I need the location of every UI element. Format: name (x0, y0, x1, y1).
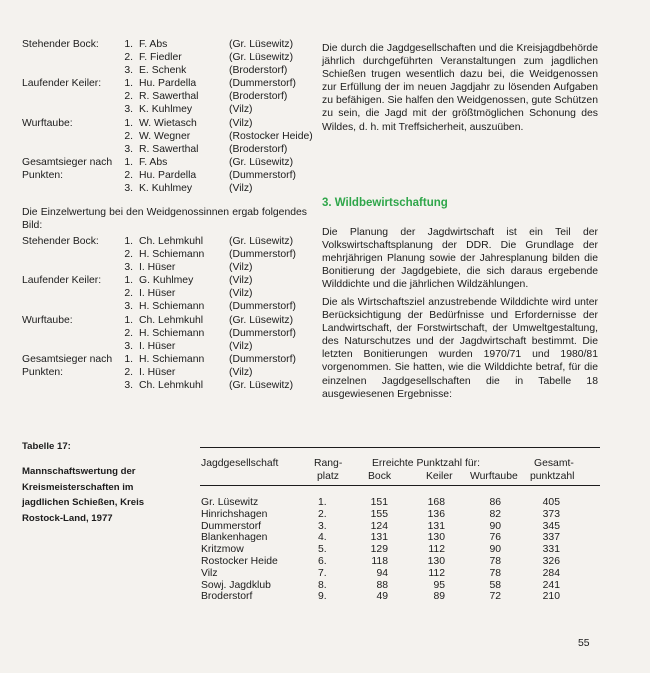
cell-keiler: 131 (427, 520, 445, 532)
cell-society: Vilz (201, 567, 218, 579)
rank-number: 3. (124, 380, 133, 392)
intro-paragraph: Die durch die Jagdgesellschaften und die Kreisjagdbehörde jährlich durchgeführten Veranstaltungen zum jagdlichen Schießen trugen wesentlich dazu bei, die Weidgenossen zur Erfüllung der im neuen Jagdjahr zu lösenden Aufgaben zu befähigen. Sie halfen den Weidgenossen, gute Schützen zu sein, die Jagd mit der größtmöglichen Schonung des Wildes, d. h. mit Treffsicherheit, auszuüben. (322, 43, 598, 133)
discipline-label: Laufender Keiler: (22, 275, 102, 286)
shooter-name: E. Schenk (139, 65, 187, 77)
shooter-place: (Vilz) (229, 288, 253, 300)
rank-number: 2. (124, 328, 133, 340)
result-row (123, 156, 296, 169)
header-rank-2: platz (317, 471, 339, 482)
cell-total: 210 (542, 591, 560, 603)
cell-keiler: 130 (427, 532, 445, 544)
shooter-name: I. Hüser (139, 288, 176, 300)
discipline-label: Laufender Keiler: (22, 78, 102, 89)
result-row (123, 300, 296, 313)
shooter-place: (Vilz) (229, 104, 253, 116)
cell-society: Kritzmow (201, 544, 244, 556)
result-row (123, 261, 296, 274)
cell-wurftaube: 90 (489, 544, 501, 556)
shooter-name: F. Fiedler (139, 52, 182, 64)
rank-number: 2. (124, 249, 133, 261)
result-row (123, 287, 296, 300)
cell-rank: 3. (318, 520, 327, 532)
cell-society: Sowj. Jagdklub (201, 579, 271, 591)
result-row (123, 366, 296, 379)
shooter-place: (Dummerstorf) (229, 249, 296, 261)
result-row (123, 353, 296, 366)
shooter-name: H. Schiemann (139, 249, 205, 261)
shooter-name: W. Wegner (139, 131, 191, 143)
cell-wurftaube: 78 (489, 556, 501, 567)
cell-total: 345 (542, 520, 560, 532)
shooter-place: (Dummerstorf) (229, 78, 296, 89)
cell-rank: 8. (318, 579, 327, 591)
rank-number: 2. (124, 288, 133, 300)
shooter-name: G. Kuhlmey (139, 275, 194, 286)
rank-number: 1. (124, 39, 133, 50)
cell-wurftaube: 58 (489, 579, 501, 591)
shooter-place: (Dummerstorf) (229, 170, 296, 182)
discipline-label: Gesamtsieger nach Punkten: (22, 354, 113, 379)
shooter-name: K. Kuhlmey (139, 104, 193, 116)
result-row (123, 130, 313, 143)
discipline-label: Wurftaube: (22, 315, 73, 326)
cell-wurftaube: 76 (489, 532, 501, 544)
cell-society: Broderstorf (201, 591, 253, 603)
cell-bock: 155 (370, 508, 388, 520)
shooter-place: (Vilz) (229, 341, 253, 353)
cell-bock: 124 (370, 520, 388, 532)
shooter-place: (Gr. Lüsewitz) (229, 236, 294, 247)
cell-keiler: 130 (427, 556, 445, 567)
shooter-place: (Gr. Lüsewitz) (229, 39, 294, 50)
cell-rank: 9. (318, 591, 327, 603)
shooter-place: (Vilz) (229, 367, 253, 379)
cell-keiler: 136 (427, 508, 445, 520)
result-row (123, 340, 296, 353)
shooter-place: (Vilz) (229, 275, 253, 286)
cell-total: 337 (542, 532, 560, 544)
shooter-name: H. Schiemann (139, 328, 205, 340)
result-row (123, 235, 296, 248)
result-row (123, 182, 296, 195)
cell-bock: 118 (371, 556, 388, 567)
results-table (200, 447, 600, 612)
cell-bock: 94 (376, 567, 388, 579)
result-row (123, 143, 313, 156)
discipline-label: Wurftaube: (22, 118, 73, 129)
result-row (123, 64, 293, 77)
shooter-name: W. Wietasch (139, 118, 197, 129)
rank-number: 2. (124, 170, 133, 182)
header-society: Jagdgesellschaft (201, 458, 279, 469)
planning-paragraph: Die Planung der Jagdwirtschaft ist ein Teil der Volkswirtschaftsplanung der DDR. Die Grundlage der mehrjährigen Planung sowie der Jahresplanung bilden die Bonitierung der Jagdgebiete, die sich daraus ergebende Wilddichte und die jährlichen Wildzählungen. (322, 227, 598, 291)
shooter-place: (Gr. Lüsewitz) (229, 157, 294, 168)
shooter-name: R. Sawerthal (139, 144, 199, 156)
cell-bock: 151 (370, 497, 388, 508)
cell-wurftaube: 72 (489, 591, 501, 603)
rank-number: 3. (124, 301, 133, 313)
rank-number: 1. (124, 315, 133, 326)
result-row (123, 248, 296, 261)
shooter-place: (Dummerstorf) (229, 354, 296, 365)
rank-number: 2. (124, 52, 133, 64)
result-row (123, 90, 296, 103)
result-row (123, 103, 296, 116)
table-top-rule (200, 447, 600, 448)
shooter-place: (Gr. Lüsewitz) (229, 380, 294, 392)
cell-keiler: 112 (428, 567, 445, 579)
result-row (123, 379, 296, 392)
shooter-name: R. Sawerthal (139, 91, 199, 103)
cell-bock: 88 (376, 579, 388, 591)
cell-society: Dummerstorf (201, 520, 262, 532)
cell-rank: 4. (318, 532, 327, 544)
cell-total: 331 (542, 544, 560, 556)
cell-wurftaube: 82 (489, 508, 501, 520)
result-row (123, 51, 293, 64)
shooter-name: Ch. Lehmkuhl (139, 380, 204, 392)
header-total-1: Gesamt- (534, 458, 574, 469)
rank-number: 2. (124, 367, 133, 379)
women-intro: Die Einzelwertung bei den Weidgenossinnen ergab folgendes Bild: (22, 207, 307, 232)
shooter-place: (Rostocker Heide) (229, 131, 313, 143)
cell-keiler: 89 (433, 591, 445, 603)
discipline-label: Stehender Bock: (22, 39, 99, 50)
header-rank-1: Rang- (314, 458, 343, 469)
shooter-name: Ch. Lehmkuhl (139, 236, 204, 247)
rank-number: 1. (124, 118, 133, 129)
result-row (123, 327, 296, 340)
cell-keiler: 95 (433, 579, 445, 591)
shooter-place: (Broderstorf) (229, 65, 288, 77)
result-row (123, 274, 296, 287)
cell-wurftaube: 78 (489, 567, 501, 579)
rank-number: 3. (124, 104, 133, 116)
rank-number: 1. (124, 157, 133, 168)
shooter-place: (Dummerstorf) (229, 328, 296, 340)
rank-number: 1. (124, 236, 133, 247)
shooter-name: I. Hüser (139, 341, 176, 353)
shooter-place: (Gr. Lüsewitz) (229, 52, 294, 64)
header-wurftaube: Wurftaube (470, 471, 518, 482)
table-label: Tabelle 17: (22, 441, 71, 452)
cell-total: 405 (542, 497, 560, 508)
cell-total: 241 (542, 579, 560, 591)
cell-keiler: 112 (428, 544, 445, 556)
shooter-place: (Vilz) (229, 118, 253, 129)
cell-society: Gr. Lüsewitz (201, 497, 259, 508)
rank-number: 3. (124, 341, 133, 353)
cell-bock: 49 (376, 591, 388, 603)
rank-number: 1. (124, 354, 133, 365)
result-row (123, 38, 293, 51)
result-row (123, 117, 313, 130)
shooter-name: F. Abs (139, 39, 168, 50)
shooter-place: (Vilz) (229, 262, 253, 274)
header-points: Erreichte Punktzahl für: (372, 458, 480, 469)
cell-society: Blankenhagen (201, 532, 268, 544)
cell-total: 373 (542, 508, 560, 520)
cell-rank: 7. (318, 567, 327, 579)
rank-number: 1. (124, 275, 133, 286)
rank-number: 1. (124, 78, 133, 89)
cell-wurftaube: 90 (489, 520, 501, 532)
rank-number: 3. (124, 262, 133, 274)
shooter-name: Hu. Pardella (139, 78, 197, 89)
cell-wurftaube: 86 (489, 497, 501, 508)
header-keiler: Keiler (426, 471, 453, 482)
shooter-place: (Gr. Lüsewitz) (229, 315, 294, 326)
cell-total: 326 (542, 556, 560, 567)
rank-number: 3. (124, 183, 133, 195)
shooter-name: I. Hüser (139, 262, 176, 274)
rank-number: 3. (124, 65, 133, 77)
shooter-place: (Broderstorf) (229, 144, 288, 156)
cell-society: Rostocker Heide (201, 556, 278, 567)
cell-keiler: 168 (427, 497, 445, 508)
cell-rank: 5. (318, 544, 327, 556)
rank-number: 3. (124, 144, 133, 156)
shooter-name: H. Schiemann (139, 354, 205, 365)
cell-rank: 2. (318, 508, 327, 520)
cell-total: 284 (542, 567, 560, 579)
section-heading: 3. Wildbewirtschaftung (322, 197, 448, 209)
cell-rank: 6. (318, 556, 327, 567)
shooter-name: F. Abs (139, 157, 168, 168)
result-row (123, 314, 296, 327)
wilddichte-paragraph: Die als Wirtschaftsziel anzustrebende Wilddichte wird unter Berücksichtigung der Bedürfnisse und Erfordernisse der Landwirtschaft, der Forstwirtschaft, der Umweltgestaltung, des Naturschutzes und der Jagdwirtschaft bestimmt. Die letzten Bonitierungen wurden 1970/71 und 1980/81 vorgenommen. Sie hatten, wie die Wilddichte betraf, für die einzelnen Jagdgesellschaften die in Tabelle 18 ausgewiesenen Ergebnisse: (322, 297, 598, 400)
header-total-2: punktzahl (530, 471, 575, 482)
cell-bock: 129 (370, 544, 388, 556)
table-title: Mannschaftswertung der Kreismeisterschaften im jagdlichen Schießen, Kreis Rostock-Land, 1977 (22, 466, 145, 524)
result-row (123, 169, 296, 182)
cell-rank: 1. (318, 497, 327, 508)
discipline-label: Gesamtsieger nach Punkten: (22, 157, 113, 182)
shooter-name: I. Hüser (139, 367, 176, 379)
shooter-name: H. Schiemann (139, 301, 205, 313)
shooter-place: (Broderstorf) (229, 91, 288, 103)
shooter-name: Ch. Lehmkuhl (139, 315, 204, 326)
shooter-name: Hu. Pardella (139, 170, 197, 182)
cell-society: Hinrichshagen (201, 508, 268, 520)
result-row (123, 77, 296, 90)
rank-number: 2. (124, 91, 133, 103)
shooter-place: (Vilz) (229, 183, 253, 195)
cell-bock: 131 (370, 532, 388, 544)
table-header-rule (200, 485, 600, 486)
shooter-place: (Dummerstorf) (229, 301, 296, 313)
discipline-label: Stehender Bock: (22, 236, 99, 247)
page-number: 55 (578, 638, 590, 649)
header-bock: Bock (368, 471, 392, 482)
rank-number: 2. (124, 131, 133, 143)
shooter-name: K. Kuhlmey (139, 183, 193, 195)
